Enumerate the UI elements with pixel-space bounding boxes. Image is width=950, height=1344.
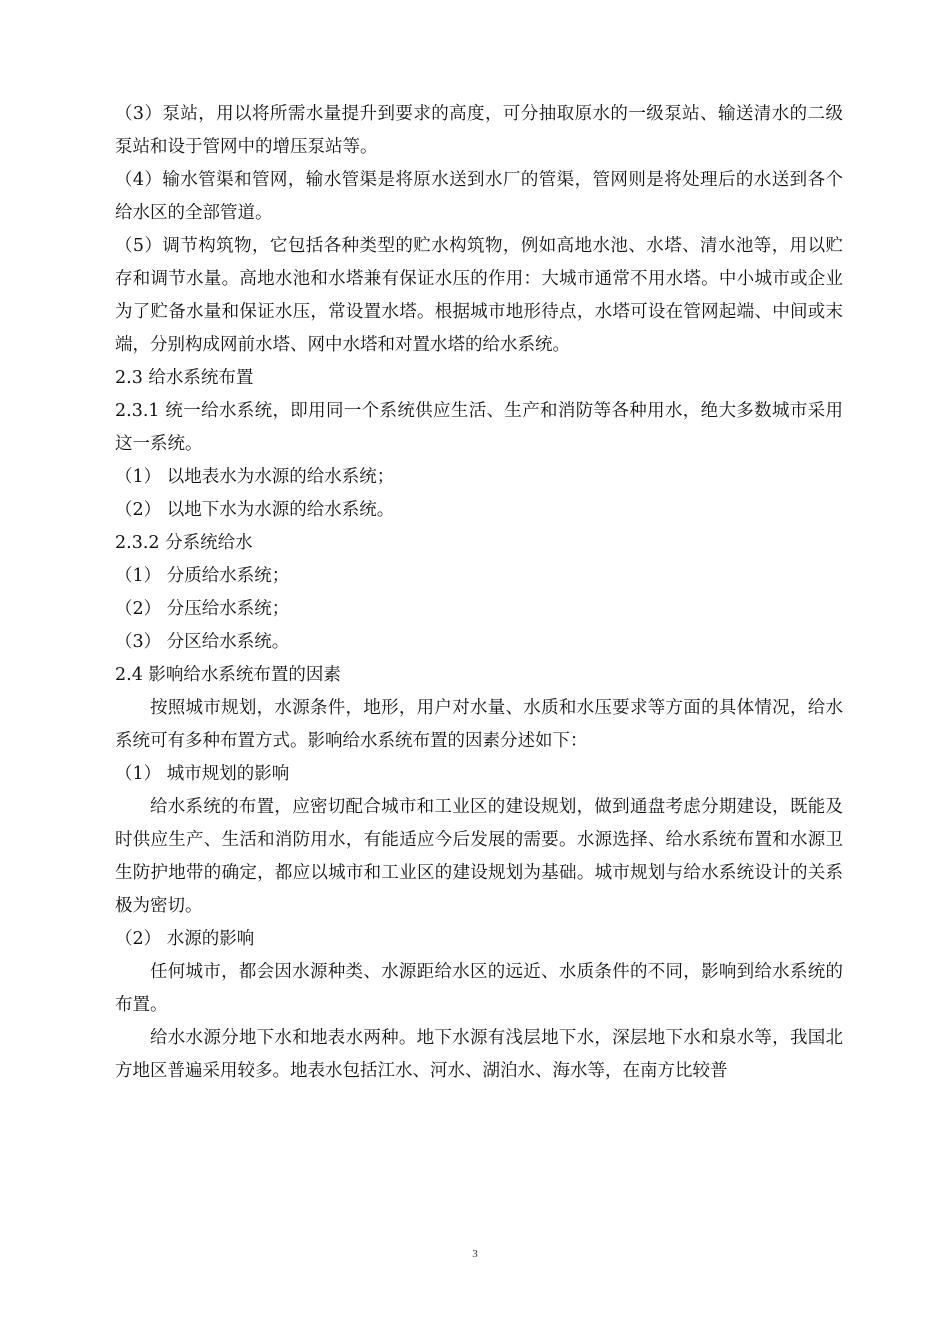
list-item: （2） 分压给水系统；: [115, 599, 290, 619]
paragraph-water-source-effect: 任何城市，都会因水源种类、水源距给水区的远近、水质条件的不同，影响到给水系统的布置。: [115, 962, 843, 1015]
list-item: （1） 分质给水系统；: [115, 566, 290, 586]
list-item: （2） 水源的影响: [115, 929, 255, 949]
section-heading-2-4: 2.4 影响给水系统布置的因素: [115, 665, 341, 685]
paragraph-intro-factors: 按照城市规划，水源条件，地形，用户对水量、水质和水压要求等方面的具体情况，给水系统可有多种布置方式。影响给水系统布置的因素分述如下：: [115, 698, 843, 751]
list-item: （2） 以地下水为水源的给水系统。: [115, 500, 395, 520]
paragraph-city-planning: 给水系统的布置，应密切配合城市和工业区的建设规划，做到通盘考虑分期建设，既能及时供应生产、生活和消防用水，有能适应今后发展的需要。水源选择、给水系统布置和水源卫生防护地带的确定，都应以城市和工业区的建设规划为基础。城市规划与给水系统设计的关系极为密切。: [115, 797, 843, 916]
list-item: （1） 城市规划的影响: [115, 764, 290, 784]
paragraph-pump-station: （3）泵站，用以将所需水量提升到要求的高度，可分抽取原水的一级泵站、输送清水的二级泵站和设于管网中的增压泵站等。: [115, 104, 843, 157]
paragraph-pipeline-network: （4）输水管渠和管网，输水管渠是将原水送到水厂的管渠，管网则是将处理后的水送到各个给水区的全部管道。: [115, 170, 843, 223]
list-item: （3） 分区给水系统。: [115, 632, 290, 652]
page-number: 3: [472, 1248, 478, 1260]
body-text: [115, 98, 843, 1088]
paragraph-water-source-types: 给水水源分地下水和地表水两种。地下水源有浅层地下水，深层地下水和泉水等，我国北方地区普遍采用较多。地表水包括江水、河水、湖泊水、海水等，在南方比较普: [115, 1028, 843, 1081]
paragraph-regulating-structures: （5）调节构筑物，它包括各种类型的贮水构筑物，例如高地水池、水塔、清水池等，用以贮存和调节水量。高地水池和水塔兼有保证水压的作用：大城市通常不用水塔。中小城市或企业为了贮备水量和保证水压，常设置水塔。根据城市地形待点，水塔可设在管网起端、中间或末端，分别构成网前水塔、网中水塔和对置水塔的给水系统。: [115, 236, 843, 355]
list-item: （1） 以地表水为水源的给水系统；: [115, 467, 395, 487]
subsection-heading-2-3-2: 2.3.2 分系统给水: [115, 533, 253, 553]
section-heading-2-3: 2.3 给水系统布置: [115, 368, 254, 388]
paragraph-2-3-1: 2.3.1 统一给水系统，即用同一个系统供应生活、生产和消防等各种用水，绝大多数城市采用这一系统。: [115, 401, 843, 454]
